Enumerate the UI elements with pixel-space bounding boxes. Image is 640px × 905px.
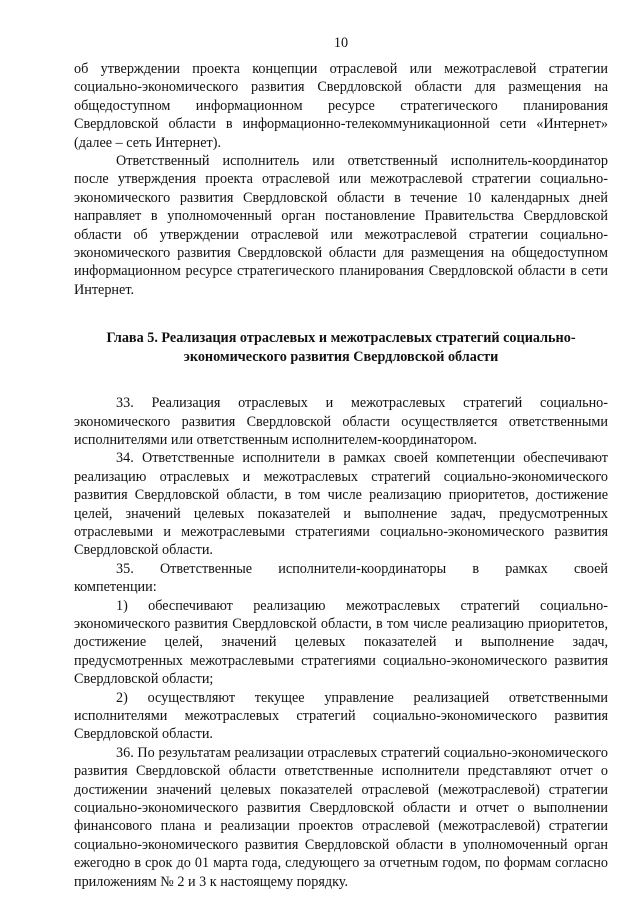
clause-36: 36. По результатам реализации отраслевых стратегий социально-экономического развития Свердловской области ответственные исполнители представляют отчет о достижении значений целевых показателей отраслевой (межотраслевой) стратегии социально-экономического развития Свердловской области и отчет о выполнении финансового плана и реализации проектов отраслевой (межотраслевой) стратегии социально-экономического развития Свердловской области в уполномоченный орган ежегодно в срок до 01 марта года, следующего за отчетным годом, по формам согласно приложениям № 2 и 3 к настоящему порядку.	[74, 744, 608, 890]
clause-35-item-2: 2) осуществляют текущее управление реализацией ответственными исполнителями межотраслевых стратегий социально-экономического развития Свердловской области.	[74, 689, 608, 743]
chapter-heading-line-1: Глава 5. Реализация отраслевых и межотраслевых стратегий социально-	[106, 330, 576, 347]
clause-35-item-1: 1) обеспечивают реализацию межотраслевых стратегий социально-экономического развития Свердловской области, в том числе реализацию приоритетов, достижение целей, значений целевых показателей и выполнение задач, предусмотренных межотраслевыми стратегиями социально-экономического развития Свердловской области;	[74, 597, 608, 688]
page-number: 10	[333, 35, 349, 51]
paragraph-responsible-executor: Ответственный исполнитель или ответственный исполнитель-координатор после утверждения проекта отраслевой или межотраслевой стратегии социально-экономического развития Свердловской области в течение 10 календарных дней направляет в уполномоченный орган постановление Правительства Свердловской области об утверждении отраслевой или межотраслевой стратегии социально-экономического развития Свердловской области для размещения на общедоступном информационном ресурсе стратегического планирования Свердловской области в сети Интернет.	[74, 153, 608, 298]
paragraph-continuation: об утверждении проекта концепции отраслевой или межотраслевой стратегии социально-экономического развития Свердловской области для размещения на общедоступном информационном ресурсе стратегического планирования Свердловской области в информационно-телекоммуникационной сети «Интернет» (далее – сеть Интернет).	[74, 61, 608, 151]
chapter-heading	[74, 329, 608, 366]
clause-34: 34. Ответственные исполнители в рамках своей компетенции обеспечивают реализацию отраслевых и межотраслевых стратегий социально-экономического развития Свердловской области, в том числе реализацию приоритетов, достижение целей, значений целевых показателей и выполнение задач, предусмотренных отраслевыми и межотраслевыми стратегиями социально-экономического развития Свердловской области.	[74, 450, 608, 559]
clause-33: 33. Реализация отраслевых и межотраслевых стратегий социально-экономического развития Свердловской области осуществляется ответственными исполнителями или ответственным исполнителем-координатором.	[74, 395, 608, 448]
clause-35: 35. Ответственные исполнители-координаторы в рамках своей компетенции:	[74, 560, 608, 596]
chapter-heading-line-2: экономического развития Свердловской области	[183, 348, 499, 365]
document-page	[74, 34, 608, 891]
